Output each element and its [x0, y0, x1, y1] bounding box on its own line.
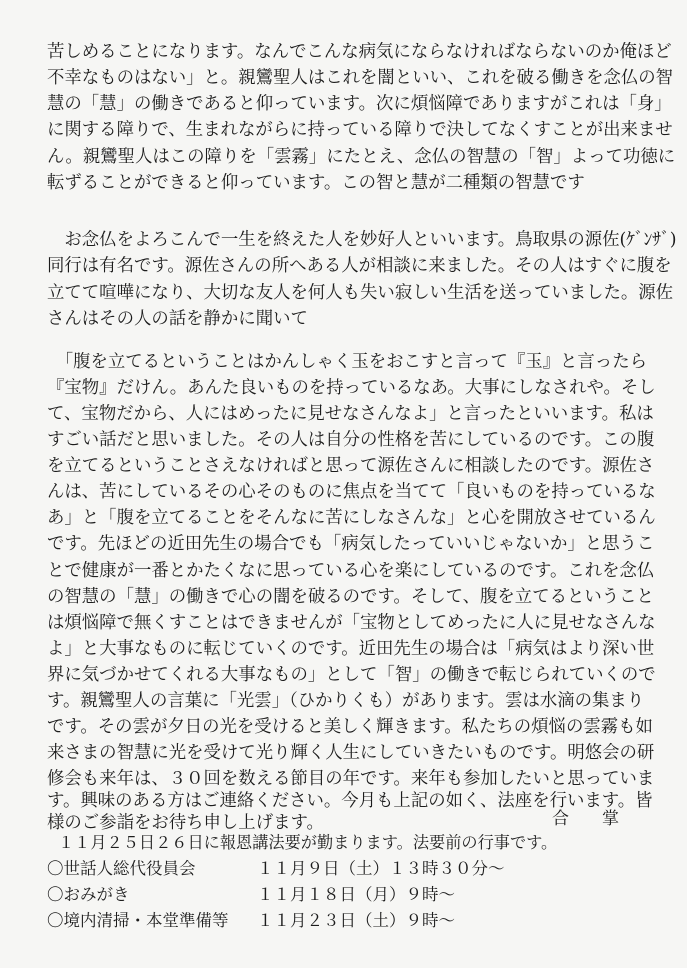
paragraph3-line: 来さまの智慧に光を受けて光り輝く人生にしていきたいものです。明悠会の研	[47, 743, 655, 763]
schedule-item-time: １１月２３日（土）９時～	[257, 911, 455, 930]
paragraph2-line: さんはその人の話を静かに聞いて	[47, 309, 308, 329]
paragraph2-line: 同行は有名です。源佐さんの所へある人が相談に来ました。その人はすぐに腹を	[47, 256, 672, 276]
paragraph3-line: す。親鸞聖人の言葉に「光雲」（ひかりくも）があります。雲は水滴の集まり	[47, 691, 645, 711]
schedule-item-time: １１月９日（土）１３時３０分～	[257, 859, 505, 878]
paragraph3-line: は煩悩障で無くすことはできませんが「宝物としてめったに人に見せなさんな	[47, 613, 656, 633]
schedule-item-label: 〇おみがき	[47, 885, 130, 904]
paragraph3-line: 「腹を立てるということはかんしゃく玉をおこすと言って『玉』と言ったら	[47, 352, 647, 372]
paragraph3-line: 『宝物』だけん。あんた良いものを持っているなあ。大事にしなされや。そし	[47, 378, 656, 398]
paragraph3-line: て、宝物だから、人にはめったに見せなさんなよ」と言ったといいます。私は	[47, 404, 654, 424]
paragraph3-line: とで健康が一番とかたくなに思っている心を楽にしているのです。これを念仏	[47, 561, 655, 581]
paragraph3-line: 様のご参詣をお待ち申し上げます。	[47, 813, 324, 833]
paragraph2-line: お念仏をよろこんで一生を終えた人を妙好人といいます。鳥取県の源佐(ｹﾞﾝｻﾞ)	[47, 230, 677, 250]
paragraph3-line: です。その雲が夕日の光を受けると美しく輝きます。私たちの煩悩の雲霧も如	[47, 717, 653, 737]
schedule-item-label: 〇境内清掃・本堂準備等	[47, 911, 229, 930]
paragraph3-line: 界に気づかせてくれる大事なもの」として「智」の働きで転じられていくので	[47, 665, 656, 685]
paragraph1-line: 苦しめることになります。なんでこんな病気にならなければならないのか俺ほど	[47, 42, 672, 62]
paragraph3-line: の智慧の「慧」の働きで心の闇を破るのです。そして、腹を立てるということ	[47, 587, 654, 607]
paragraph3-line: 修会も来年は、３０回を数える節目の年です。来年も参加したいと思っていま	[47, 769, 655, 789]
paragraph3-line: あ」と「腹を立てることをそんなに苦にしなさんな」と心を開放させているん	[47, 508, 656, 528]
schedule-item-label: 〇世話人総代役員会	[47, 859, 196, 878]
paragraph3-line: んは、苦にしているその心そのものに焦点を当てて「良いものを持っているな	[47, 482, 656, 502]
paragraph1-line: 不幸なものはない」と。親鸞聖人はこれを闇といい、これを破る働きを念仏の智	[47, 68, 674, 88]
paragraph3-line: を立てるということさえなければと思って源佐さんに相談したのです。源佐さ	[47, 456, 655, 476]
schedule-item-time: １１月１８日（月）９時～	[257, 885, 455, 904]
paragraph3-line: です。先ほどの近田先生の場合でも「病気したっていいじゃないか」と思うこ	[47, 534, 655, 554]
paragraph1-line: 慧の「慧」の働きであると仰っています。次に煩悩障でありますがこれは「身」	[47, 94, 672, 114]
paragraph2-line: 立てて喧嘩になり、大切な友人を何人も失い寂しい生活を送っていました。源佐	[47, 283, 674, 303]
announcement-text: １１月２５日２６日に報恩講法要が勤まります。法要前の行事です。	[58, 833, 558, 852]
paragraph3-line: す。興味のある方はご連絡ください。今月も上記の如く、法座を行います。皆	[47, 791, 653, 811]
paragraph3-line: すごい話だと思いました。その人は自分の性格を苦にしているのです。この腹	[47, 430, 655, 450]
paragraph1-line: ん。親鸞聖人はこの障りを「雲霧」にたとえ、念仏の智慧の「智」よって功徳に	[47, 147, 676, 167]
paragraph1-line: に関する障りで、生まれながらに持っている障りで決してなくすことが出来ませ	[47, 120, 673, 140]
paragraph3-line: よ」と大事なものに転じていくのです。近田先生の場合は「病気はより深い世	[47, 639, 655, 659]
paragraph1-line: 転ずることができると仰っています。この智と慧が二種類の智慧です	[47, 173, 585, 193]
closing-gassho: 合 掌	[552, 809, 627, 829]
